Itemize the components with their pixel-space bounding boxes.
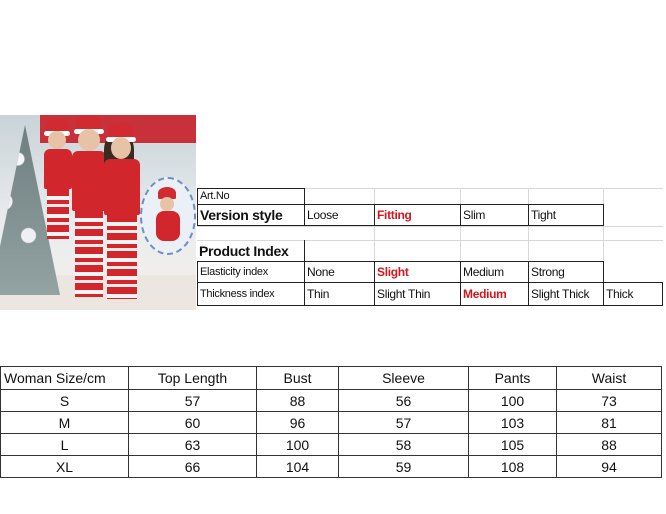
version-style-label: Version style bbox=[197, 204, 305, 226]
cell-size: XL bbox=[1, 456, 129, 478]
elasticity-option-none: None bbox=[304, 261, 375, 283]
cell-bust: 96 bbox=[257, 412, 339, 434]
version-style-option-slim: Slim bbox=[460, 204, 529, 226]
size-chart-table bbox=[0, 366, 662, 478]
cell-pants: 108 bbox=[469, 456, 557, 478]
cell-top-length: 63 bbox=[129, 434, 257, 456]
table-row bbox=[1, 456, 662, 478]
elasticity-option-medium: Medium bbox=[460, 261, 529, 283]
header-top-length: Top Length bbox=[129, 367, 257, 390]
size-chart-header-row bbox=[1, 367, 662, 390]
thickness-index-label: Thickness index bbox=[197, 282, 305, 306]
cell-size: M bbox=[1, 412, 129, 434]
cell-size: L bbox=[1, 434, 129, 456]
header-pants: Pants bbox=[469, 367, 557, 390]
cell-pants: 103 bbox=[469, 412, 557, 434]
cell-sleeve: 57 bbox=[339, 412, 469, 434]
cell-sleeve: 59 bbox=[339, 456, 469, 478]
thickness-option-slight-thick: Slight Thick bbox=[528, 282, 604, 306]
cell-size: S bbox=[1, 390, 129, 412]
version-style-option-loose: Loose bbox=[304, 204, 375, 226]
thickness-option-thin: Thin bbox=[304, 282, 375, 306]
product-photo bbox=[0, 115, 196, 310]
thickness-option-medium: Medium bbox=[460, 282, 529, 306]
header-waist: Waist bbox=[557, 367, 662, 390]
table-row bbox=[1, 412, 662, 434]
grid-line bbox=[197, 226, 663, 227]
thickness-option-thick: Thick bbox=[603, 282, 663, 306]
cell-bust: 100 bbox=[257, 434, 339, 456]
elasticity-index-label: Elasticity index bbox=[197, 261, 305, 283]
cell-top-length: 60 bbox=[129, 412, 257, 434]
cell-top-length: 57 bbox=[129, 390, 257, 412]
art-no-label: Art.No bbox=[197, 188, 305, 205]
cell-bust: 88 bbox=[257, 390, 339, 412]
product-index-label: Product Index bbox=[197, 240, 305, 262]
baby-ornament-frame bbox=[140, 177, 196, 255]
table-row bbox=[1, 390, 662, 412]
header-bust: Bust bbox=[257, 367, 339, 390]
cell-waist: 94 bbox=[557, 456, 662, 478]
cell-waist: 81 bbox=[557, 412, 662, 434]
thickness-option-slight-thin: Slight Thin bbox=[374, 282, 461, 306]
header-sleeve: Sleeve bbox=[339, 367, 469, 390]
cell-waist: 73 bbox=[557, 390, 662, 412]
cell-pants: 100 bbox=[469, 390, 557, 412]
elasticity-option-strong: Strong bbox=[528, 261, 604, 283]
cell-bust: 104 bbox=[257, 456, 339, 478]
cell-waist: 88 bbox=[557, 434, 662, 456]
header-size: Woman Size/cm bbox=[1, 367, 129, 390]
version-style-option-fitting: Fitting bbox=[374, 204, 461, 226]
cell-top-length: 66 bbox=[129, 456, 257, 478]
cell-pants: 105 bbox=[469, 434, 557, 456]
cell-sleeve: 58 bbox=[339, 434, 469, 456]
version-style-option-tight: Tight bbox=[528, 204, 604, 226]
elasticity-option-slight: Slight bbox=[374, 261, 461, 283]
cell-sleeve: 56 bbox=[339, 390, 469, 412]
table-row bbox=[1, 434, 662, 456]
